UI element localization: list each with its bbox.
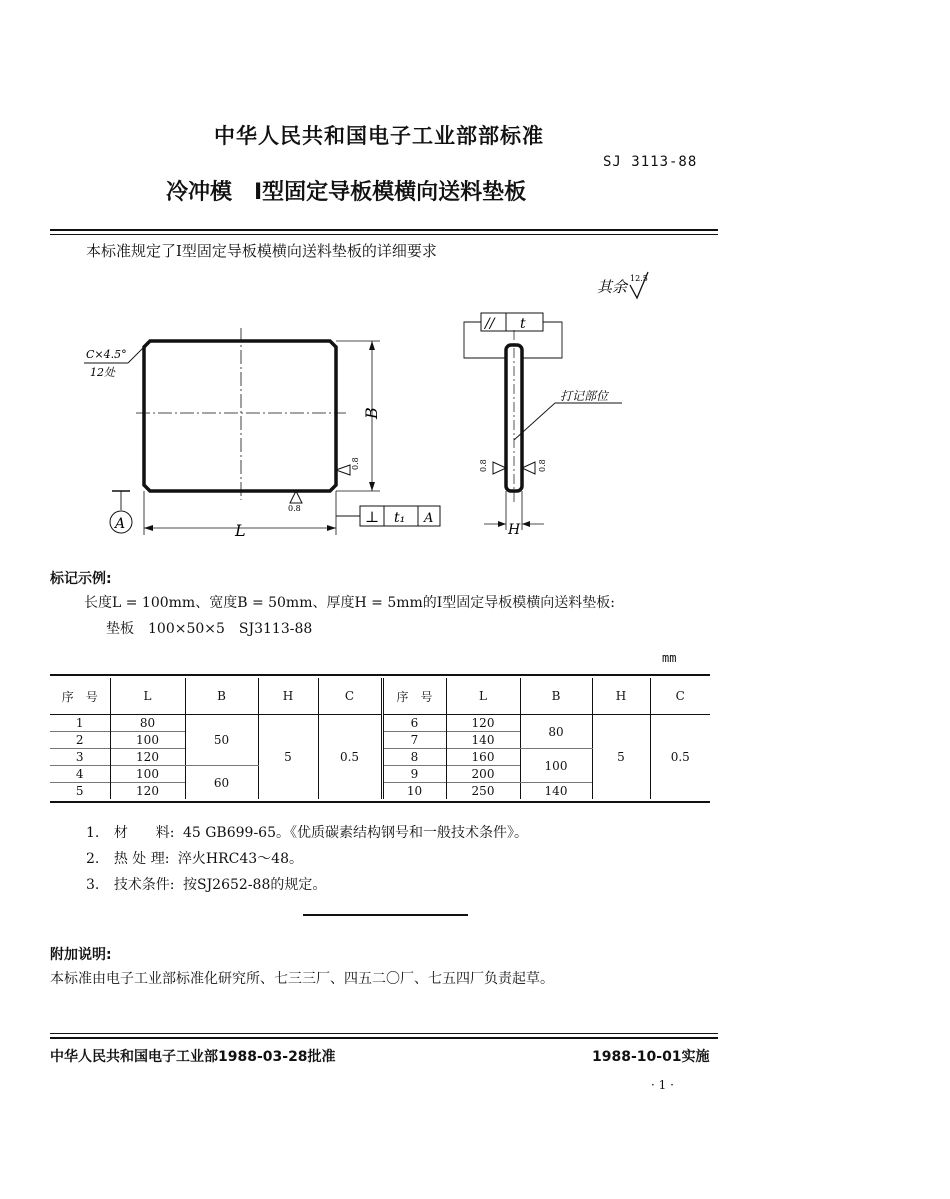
datum-a-label: A [115,516,126,532]
page-number: · 1 · [651,1078,674,1092]
document-title: 冷冲模 Ⅰ型固定导板模横向送料垫板 [166,180,527,205]
row-no: 2 [75,733,84,747]
note-number: 2. [86,851,100,867]
row-l: 120 [110,783,185,800]
note-label: 热 处 理: [113,851,170,867]
header-no: 序 号 [61,689,98,704]
row-b: 50 [185,715,258,766]
header-c: C [318,678,382,715]
header-h: H [258,678,318,715]
note-text: 按SJ2652-88的规定。 [182,877,327,893]
parallelism-tolerance: t [520,316,526,332]
roughness-08-side-right: 0.8 [538,459,547,472]
effective-date: 1988-10-01实施 [592,1049,710,1065]
roughness-side-right-icon [522,462,535,474]
roughness-value-12-5: 12.5 [630,274,648,283]
row-l: 100 [110,766,185,783]
note-text: 淬火HRC43～48。 [177,851,303,867]
row-no: 1 [75,716,84,730]
approval-line: 中华人民共和国电子工业部1988-03-28批准 [50,1049,336,1065]
note-number: 3. [86,877,100,893]
row-b: 140 [520,783,592,800]
header-b-right: B [520,678,592,715]
header-b: B [185,678,258,715]
row-no: 8 [382,749,446,766]
appendix-heading: 附加说明: [50,947,112,963]
roughness-side-left-icon [493,462,506,474]
row-b: 80 [520,715,592,749]
row-l: 250 [446,783,520,800]
chamfer-count: 12处 [90,366,115,379]
roughness-08-right: 0.8 [351,457,360,470]
chamfer-label: C×4.5° [86,348,127,361]
row-c: 0.5 [650,715,710,800]
row-l: 120 [446,715,520,732]
header-c-right: C [650,678,710,715]
table-row [50,715,710,732]
technical-drawing [0,260,720,550]
footer-divider-thick [50,1037,718,1039]
header-divider [50,229,718,231]
header-l-right: L [446,678,520,715]
header-no-right: 序 号 [382,678,446,715]
plate-front-view [144,341,336,491]
marking-heading: 标记示例: [50,571,112,587]
row-l: 160 [446,749,520,766]
row-h: 5 [592,715,650,800]
dimension-b-label: B [362,407,381,419]
note-label: 技术条件: [113,877,175,893]
row-no: 7 [382,732,446,749]
dimension-h-label: H [508,522,521,538]
perpendicularity-icon: ⊥ [365,508,380,526]
weld-note: 打记部位 [560,389,609,403]
roughness-08-bottom: 0.8 [288,504,301,513]
roughness-note: 其余 [597,278,628,296]
marking-description: 长度L = 100mm、宽度B = 50mm、厚度H = 5mm的Ⅰ型固定导板模横向送料垫板: [84,595,616,611]
header-l: L [110,678,185,715]
row-l: 200 [446,766,520,783]
row-no: 4 [75,767,84,781]
note-1 [86,822,528,842]
note-text: 45 GB699-65。《优质碳素结构钢号和一般技术条件》。 [182,825,528,841]
row-b: 100 [520,749,592,783]
note-label: 材 料: [113,825,175,841]
note-number: 1. [86,825,100,841]
notes-separator [303,914,468,916]
note-3 [86,874,326,894]
header-divider-thin [50,234,718,235]
intro-text: 本标准规定了Ⅰ型固定导板模横向送料垫板的详细要求 [86,242,437,260]
org-title: 中华人民共和国电子工业部部标准 [214,124,544,148]
footer-divider [50,1033,718,1034]
perpendicularity-tolerance: t₁ [394,510,406,526]
row-l: 80 [110,715,185,732]
roughness-right-icon [336,465,350,475]
table-header-row [50,678,710,715]
roughness-bottom-icon [290,491,302,503]
row-l: 120 [110,749,185,766]
row-no: 9 [382,766,446,783]
row-no: 6 [382,715,446,732]
marking-example: 垫板 100×50×5 SJ3113-88 [106,621,313,637]
row-h: 5 [258,715,318,800]
row-l: 100 [110,732,185,749]
note-2 [86,848,303,868]
unit-label: mm [662,651,677,665]
row-no: 5 [75,784,84,798]
row-c: 0.5 [318,715,382,800]
roughness-08-side-left: 0.8 [479,459,488,472]
perpendicularity-datum: A [424,511,434,526]
dimension-l-label: L [235,521,246,540]
table-top-rule [50,674,710,676]
parallelism-icon: // [485,316,495,332]
dimension-table [50,678,710,799]
row-l: 140 [446,732,520,749]
table-bottom-rule [50,801,710,803]
appendix-text: 本标准由电子工业部标准化研究所、七三三厂、四五二〇厂、七五四厂负责起草。 [50,971,554,987]
row-no: 10 [382,783,446,800]
row-no: 3 [75,750,84,764]
header-h-right: H [592,678,650,715]
standard-code: SJ 3113-88 [603,154,698,170]
row-b: 60 [185,766,258,800]
